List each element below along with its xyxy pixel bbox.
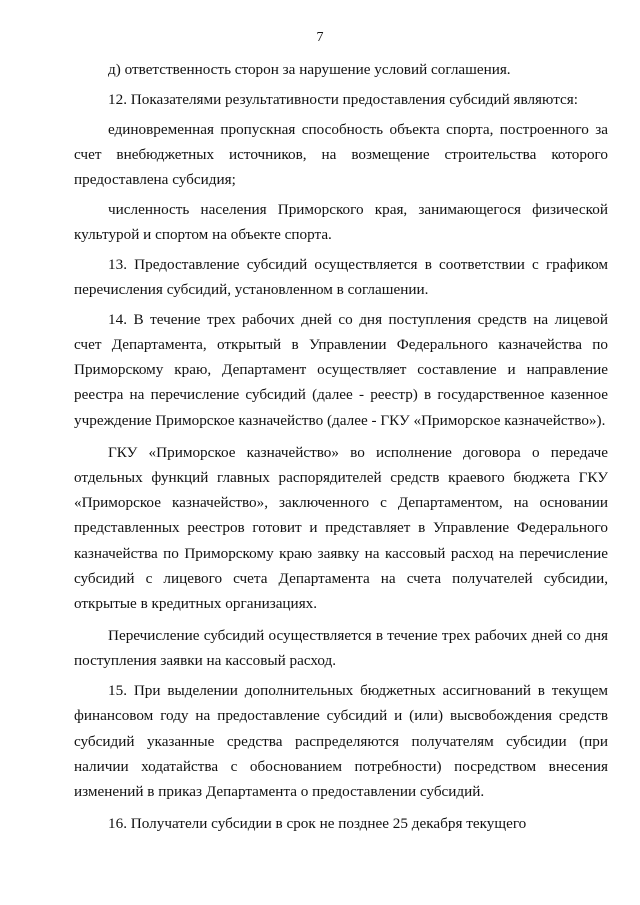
page-number: 7	[316, 30, 324, 45]
paragraph-14: 14. В течение трех рабочих дней со дня поступления средств на лицевой счет Департамента, открытый в Управлении Федерального казначейства по Приморскому краю, Департамент осуществляет составление и направление реестра на перечисление субсидий (далее - реестр) в государственное казенное учреждение Приморское казначейство (далее - ГКУ «Приморское казначейство»).	[74, 310, 608, 429]
paragraph-clause-d: д) ответственность сторон за нарушение условий соглашения.	[108, 61, 511, 78]
paragraph-indicator-capacity: единовременная пропускная способность объекта спорта, построенного за счет внебюджетных источников, на возмещение строительства которого предоставлена субсидия;	[74, 120, 608, 188]
paragraph-12: 12. Показателями результативности предоставления субсидий являются:	[108, 90, 578, 108]
paragraph-15: 15. При выделении дополнительных бюджетных ассигнований в текущем финансовом году на предоставление субсидий и (или) высвобождения средств субсидий указанные средства распределяются получателям субсидии (при наличии ходатайства с обоснованием потребности) посредством внесения изменений в приказ Департамента о предоставлении субсидий.	[74, 682, 608, 801]
document-body	[74, 57, 608, 836]
paragraph-13: 13. Предоставление субсидий осуществляется в соответствии с графиком перечисления субсидий, установленном в соглашении.	[74, 255, 608, 298]
paragraph-16: 16. Получатели субсидии в срок не позднее 25 декабря текущего	[108, 815, 527, 833]
paragraph-indicator-population: численность населения Приморского края, занимающегося физической культурой и спортом на объекте спорта.	[74, 200, 608, 243]
paragraph-transfer-timing: Перечисление субсидий осуществляется в течение трех рабочих дней со дня поступления заявки на кассовый расход.	[74, 627, 608, 670]
paragraph-gku-treasury: ГКУ «Приморское казначейство» во исполнение договора о передаче отдельных функций главных распорядителей средств краевого бюджета ГКУ «Приморское казначейство», заключенного с Департаментом, на основании представленных реестров готовит и представляет в Управление Федерального казначейства по Приморскому краю заявку на кассовый расход на перечисление субсидий с лицевого счета Департамента на счета получателей субсидии, открытые в кредитных организациях.	[74, 443, 608, 613]
